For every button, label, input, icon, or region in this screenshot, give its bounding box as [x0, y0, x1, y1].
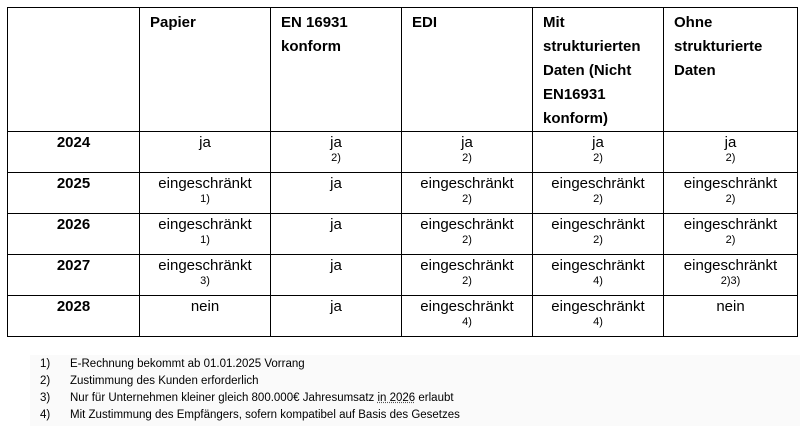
year-cell: 2025 — [8, 173, 140, 214]
table-cell: eingeschränkt 2) — [402, 173, 533, 214]
table-cell: nein — [140, 296, 271, 337]
footnote-item — [40, 374, 259, 389]
table-cell: ja — [140, 132, 271, 173]
table-cell: ja — [271, 214, 402, 255]
table-cell: eingeschränkt 4) — [533, 255, 664, 296]
footnote-item — [40, 391, 454, 406]
table-cell: eingeschränkt 3) — [140, 255, 271, 296]
year-cell: 2024 — [8, 132, 140, 173]
table-row — [8, 214, 798, 255]
table-cell: eingeschränkt 2) — [402, 255, 533, 296]
table-row — [8, 132, 798, 173]
table-cell: eingeschränkt 2) — [533, 214, 664, 255]
footnote-text: E-Rechnung bekommt ab 01.01.2025 Vorrang — [70, 358, 305, 370]
footnote-number: 2) — [40, 375, 51, 387]
table-cell: eingeschränkt 2) — [402, 214, 533, 255]
footnote-item — [40, 408, 460, 423]
table-cell: eingeschränkt 2) — [533, 173, 664, 214]
table-cell: eingeschränkt 1) — [140, 173, 271, 214]
footnote-number: 1) — [40, 358, 51, 370]
footnote-text: Nur für Unternehmen kleiner gleich 800.000€ Jahresumsatz — [70, 392, 378, 404]
year-cell: 2026 — [8, 214, 140, 255]
year-cell: 2028 — [8, 296, 140, 337]
header-row — [8, 8, 798, 132]
footnotes-list — [30, 355, 800, 426]
table-cell: ja 2) — [402, 132, 533, 173]
table-cell: ja — [271, 255, 402, 296]
table-row — [8, 296, 798, 337]
table-cell: eingeschränkt 2)3) — [664, 255, 798, 296]
footnote-number: 4) — [40, 409, 51, 421]
table-row — [8, 255, 798, 296]
table-cell: ja 2) — [271, 132, 402, 173]
table-cell: ja — [271, 173, 402, 214]
footnote-text: Mit Zustimmung des Empfängers, sofern kompatibel auf Basis des Gesetzes — [70, 409, 460, 421]
footnote-text-end: erlaubt — [415, 392, 454, 404]
footnote-text: Zustimmung des Kunden erforderlich — [70, 375, 259, 387]
header-cell-empty — [8, 8, 140, 132]
table-cell: ja — [271, 296, 402, 337]
spellcheck-marked-text: in 2026 — [377, 392, 416, 404]
header-cell-en16931: EN 16931 konform — [271, 8, 402, 132]
table-cell: eingeschränkt 1) — [140, 214, 271, 255]
header-cell-papier: Papier — [140, 8, 271, 132]
table-cell: eingeschränkt 2) — [664, 214, 798, 255]
regulation-table — [7, 7, 798, 337]
table-cell: eingeschränkt 2) — [664, 173, 798, 214]
table-row — [8, 173, 798, 214]
table-cell: eingeschränkt 4) — [533, 296, 664, 337]
table-cell: ja 2) — [664, 132, 798, 173]
year-cell: 2027 — [8, 255, 140, 296]
table-cell: ja 2) — [533, 132, 664, 173]
header-cell-unstructured: Ohne strukturierte Daten — [664, 8, 798, 132]
header-cell-structured: Mit strukturierten Daten (Nicht EN16931 konform) — [533, 8, 664, 132]
footnote-item — [40, 357, 305, 372]
footnote-number: 3) — [40, 392, 51, 404]
header-cell-edi: EDI — [402, 8, 533, 132]
table-cell: eingeschränkt 4) — [402, 296, 533, 337]
table-cell: nein — [664, 296, 798, 337]
